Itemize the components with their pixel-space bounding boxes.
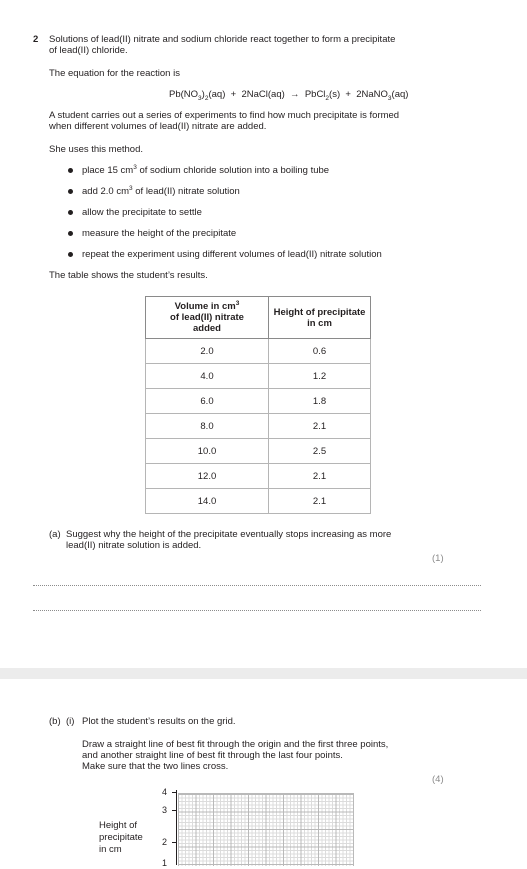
- height-cell: 2.1: [269, 464, 371, 489]
- height-cell: 0.6: [269, 339, 371, 364]
- answer-line[interactable]: [33, 585, 481, 586]
- part-a-question-line1: Suggest why the height of the precipitate eventually stops increasing as more: [66, 529, 392, 540]
- table-header-volume: Volume in $cm^3$ of lead(II) nitrate added: [146, 297, 269, 339]
- table-header-height: Height of precipitate in cm: [269, 297, 371, 339]
- volume-cell: 14.0: [146, 489, 269, 514]
- method-step-1: place 15 $cm^3$ of sodium chloride solution into a boiling tube: [82, 163, 330, 176]
- part-a-marks: (1): [432, 553, 444, 564]
- volume-cell: 12.0: [146, 464, 269, 489]
- height-cell: 2.1: [269, 414, 371, 439]
- volume-cell: 2.0: [146, 339, 269, 364]
- volume-cell: 8.0: [146, 414, 269, 439]
- experiment-description-line1: A student carries out a series of experiments to find how much precipitate is formed: [49, 110, 400, 121]
- table-row: [146, 339, 371, 364]
- volume-cell: 4.0: [146, 364, 269, 389]
- plotting-grid[interactable]: [178, 793, 354, 866]
- chemical-equation: $Pb(NO_3)_2(aq)$ + 2NaCl(aq) → PbCl$_2$(s) + 2NaNO$_3$(aq): [169, 89, 409, 102]
- bullet-icon: [68, 231, 73, 236]
- results-table: [145, 296, 371, 514]
- method-step-4: measure the height of the precipitate: [82, 228, 237, 239]
- part-b-sub-label: (i): [66, 716, 75, 727]
- y-tick-label: 1: [162, 858, 168, 868]
- question-intro-line1: Solutions of lead(II) nitrate and sodium chloride react together to form a precipitate: [49, 34, 396, 45]
- y-axis: [176, 790, 177, 865]
- method-step-5: repeat the experiment using different volumes of lead(II) nitrate solution: [82, 249, 382, 260]
- question-intro-line2: of lead(II) chloride.: [49, 45, 128, 56]
- table-row: [146, 364, 371, 389]
- y-tick-label: 3: [162, 805, 168, 815]
- y-tick-label: 2: [162, 837, 168, 847]
- height-cell: 1.2: [269, 364, 371, 389]
- height-cell: 2.1: [269, 489, 371, 514]
- bullet-icon: [68, 189, 73, 194]
- question-number: 2: [33, 34, 39, 45]
- table-row: [146, 489, 371, 514]
- table-row: [146, 464, 371, 489]
- page-break: [0, 668, 527, 679]
- answer-line[interactable]: [33, 610, 481, 611]
- table-row: [146, 389, 371, 414]
- part-b-marks: (4): [432, 774, 444, 785]
- method-intro: She uses this method.: [49, 144, 143, 155]
- table-intro: The table shows the student’s results.: [49, 270, 208, 281]
- table-row: [146, 414, 371, 439]
- graph-y-label-line3: in cm: [99, 844, 122, 855]
- part-a-label: (a): [49, 529, 61, 540]
- experiment-description-line2: when different volumes of lead(II) nitrate are added.: [49, 121, 267, 132]
- graph-y-label-line1: Height of: [99, 820, 138, 831]
- part-b-label: (b): [49, 716, 61, 727]
- height-cell: 2.5: [269, 439, 371, 464]
- graph-y-label-line2: precipitate: [99, 832, 143, 843]
- part-b-line2: and another straight line of best fit through the last four points.: [82, 750, 343, 761]
- volume-cell: 6.0: [146, 389, 269, 414]
- bullet-icon: [68, 168, 73, 173]
- part-b-instruction: Plot the student’s results on the grid.: [82, 716, 236, 727]
- part-b-line3: Make sure that the two lines cross.: [82, 761, 229, 772]
- table-row: [146, 439, 371, 464]
- volume-cell: 10.0: [146, 439, 269, 464]
- method-step-2: add 2.0 $cm^3$ of lead(II) nitrate solution: [82, 184, 240, 197]
- bullet-icon: [68, 252, 73, 257]
- equation-intro: The equation for the reaction is: [49, 68, 180, 79]
- bullet-icon: [68, 210, 73, 215]
- height-cell: 1.8: [269, 389, 371, 414]
- part-a-question-line2: lead(II) nitrate solution is added.: [66, 540, 202, 551]
- y-tick-label: 4: [162, 787, 168, 797]
- part-b-line1: Draw a straight line of best fit through the origin and the first three points,: [82, 739, 389, 750]
- method-step-3: allow the precipitate to settle: [82, 207, 202, 218]
